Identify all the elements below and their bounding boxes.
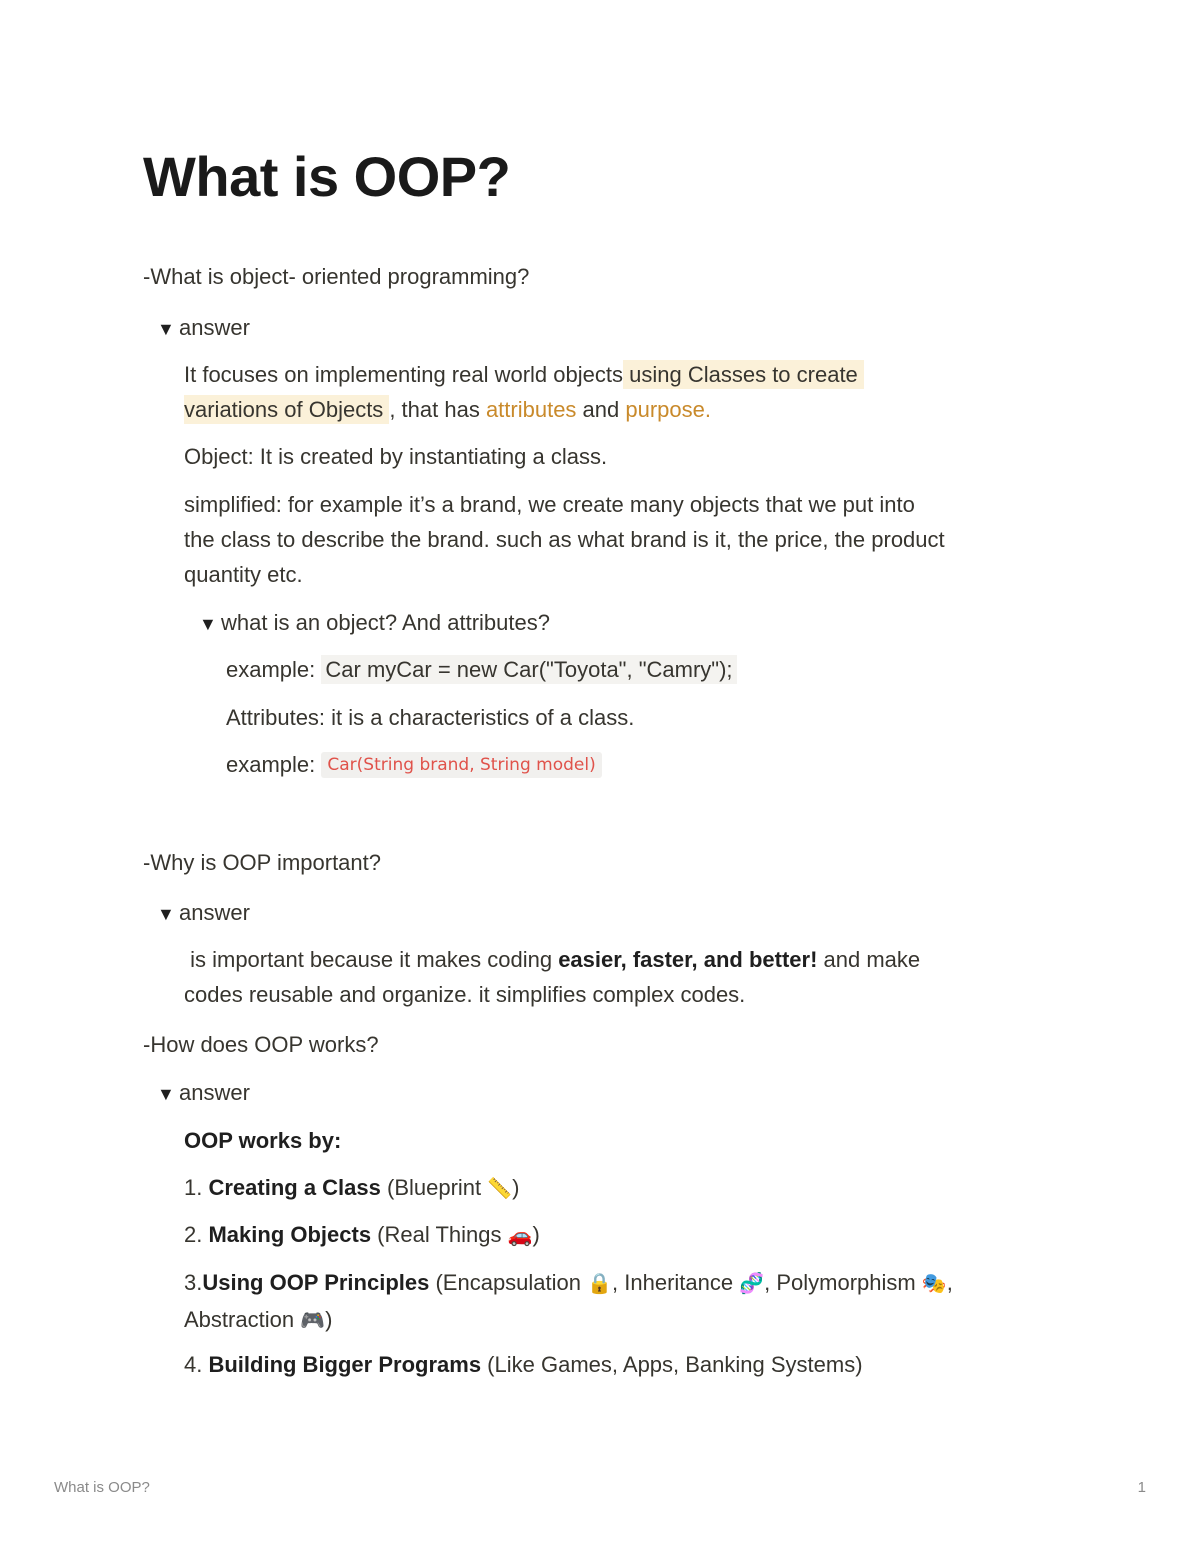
text-run: (Encapsulation (429, 1270, 588, 1295)
dna-icon: 🧬 (739, 1273, 765, 1295)
list-item-2 (184, 1217, 540, 1254)
paragraph-attributes: Attributes: it is a characteristics of a class. (226, 705, 635, 730)
inline-code: Car(String brand, String model) (321, 752, 601, 778)
bold-text: easier, faster, and better! (558, 947, 818, 972)
footer-title: What is OOP? (54, 1479, 150, 1496)
code-snippet: Car myCar = new Car("Toyota", "Camry"); (321, 655, 736, 684)
text-run: ) (532, 1222, 540, 1247)
car-icon: 🚗 (507, 1225, 533, 1247)
toggle-triangle-icon[interactable]: ▼ (157, 319, 175, 339)
list-item-4 (184, 1347, 863, 1382)
masks-icon: 🎭 (921, 1273, 947, 1295)
example-car-instance (226, 652, 737, 687)
toggle-triangle-icon[interactable]: ▼ (157, 904, 175, 924)
highlighted-text: variations of Objects (184, 395, 389, 424)
gamepad-icon: 🎮 (300, 1310, 326, 1332)
item-number: 1. (184, 1175, 209, 1200)
text-run: (Blueprint (380, 1175, 488, 1200)
text-run: , Polymorphism (764, 1270, 922, 1295)
paragraph-oop-definition (184, 357, 1084, 427)
toggle-triangle-icon[interactable]: ▼ (157, 1084, 175, 1104)
item-number: 4. (184, 1352, 209, 1377)
toggle-object-attributes[interactable] (199, 608, 550, 639)
paragraph-simplified (184, 487, 1104, 592)
example-label: example: (226, 657, 322, 682)
example-label: example: (226, 752, 322, 777)
text-run: (Real Things (371, 1222, 508, 1247)
list-item-1 (184, 1170, 520, 1207)
toggle-label[interactable]: what is an object? And attributes? (221, 610, 550, 635)
page-number: 1 (1137, 1479, 1146, 1496)
question-why-oop-important: -Why is OOP important? (143, 850, 381, 875)
bold-text: Creating a Class (208, 1175, 381, 1200)
text-run: (Like Games, Apps, Banking Systems) (481, 1352, 863, 1377)
toggle-answer-2[interactable] (157, 898, 250, 929)
toggle-label[interactable]: answer (179, 1080, 250, 1105)
colored-text-purpose: purpose. (625, 397, 711, 422)
text-run: and make (817, 947, 921, 972)
text-run: ) (325, 1307, 333, 1332)
colored-text-attributes: attributes (485, 397, 577, 422)
toggle-answer-3[interactable] (157, 1078, 250, 1109)
page-title: What is OOP? (143, 145, 511, 208)
lock-icon: 🔒 (587, 1273, 613, 1295)
paragraph-importance (184, 942, 1084, 1012)
text-line: simplified: for example it’s a brand, we create many objects that we put into (184, 492, 915, 517)
highlighted-text: using Classes to create (623, 360, 864, 389)
item-number: 3. (184, 1270, 203, 1295)
toggle-label[interactable]: answer (179, 315, 250, 340)
text-run: It focuses on implementing real world (184, 362, 554, 387)
text-run: Abstraction (184, 1307, 301, 1332)
heading-oop-works-by (184, 1123, 341, 1158)
toggle-answer-1[interactable] (157, 313, 250, 344)
text-line: the class to describe the brand. such as what brand is it, the price, the product (184, 527, 945, 552)
text-run: ) (512, 1175, 520, 1200)
bold-text: Making Objects (208, 1222, 372, 1247)
paragraph-object-definition: Object: It is created by instantiating a class. (184, 444, 608, 469)
text-line: quantity etc. (184, 562, 303, 587)
item-number: 2. (184, 1222, 209, 1247)
question-what-is-oop: -What is object- oriented programming? (143, 264, 530, 289)
toggle-triangle-icon[interactable]: ▼ (199, 614, 217, 634)
text-run: is important because it makes coding (184, 947, 559, 972)
text-run: , (946, 1270, 953, 1295)
toggle-label[interactable]: answer (179, 900, 250, 925)
bold-text: OOP works by: (184, 1128, 342, 1153)
text-line: codes reusable and organize. it simplifies complex codes. (184, 982, 746, 1007)
ruler-icon: 📏 (487, 1178, 513, 1200)
bold-text: Using OOP Principles (202, 1270, 430, 1295)
text-run: and (576, 397, 626, 422)
text-run: , that has (389, 397, 486, 422)
bold-text: Building Bigger Programs (208, 1352, 482, 1377)
text-run: , Inheritance (612, 1270, 740, 1295)
text-run: objects (553, 362, 624, 387)
example-car-constructor (226, 747, 602, 783)
list-item-3 (184, 1265, 1084, 1339)
question-how-oop-works: -How does OOP works? (143, 1032, 379, 1057)
